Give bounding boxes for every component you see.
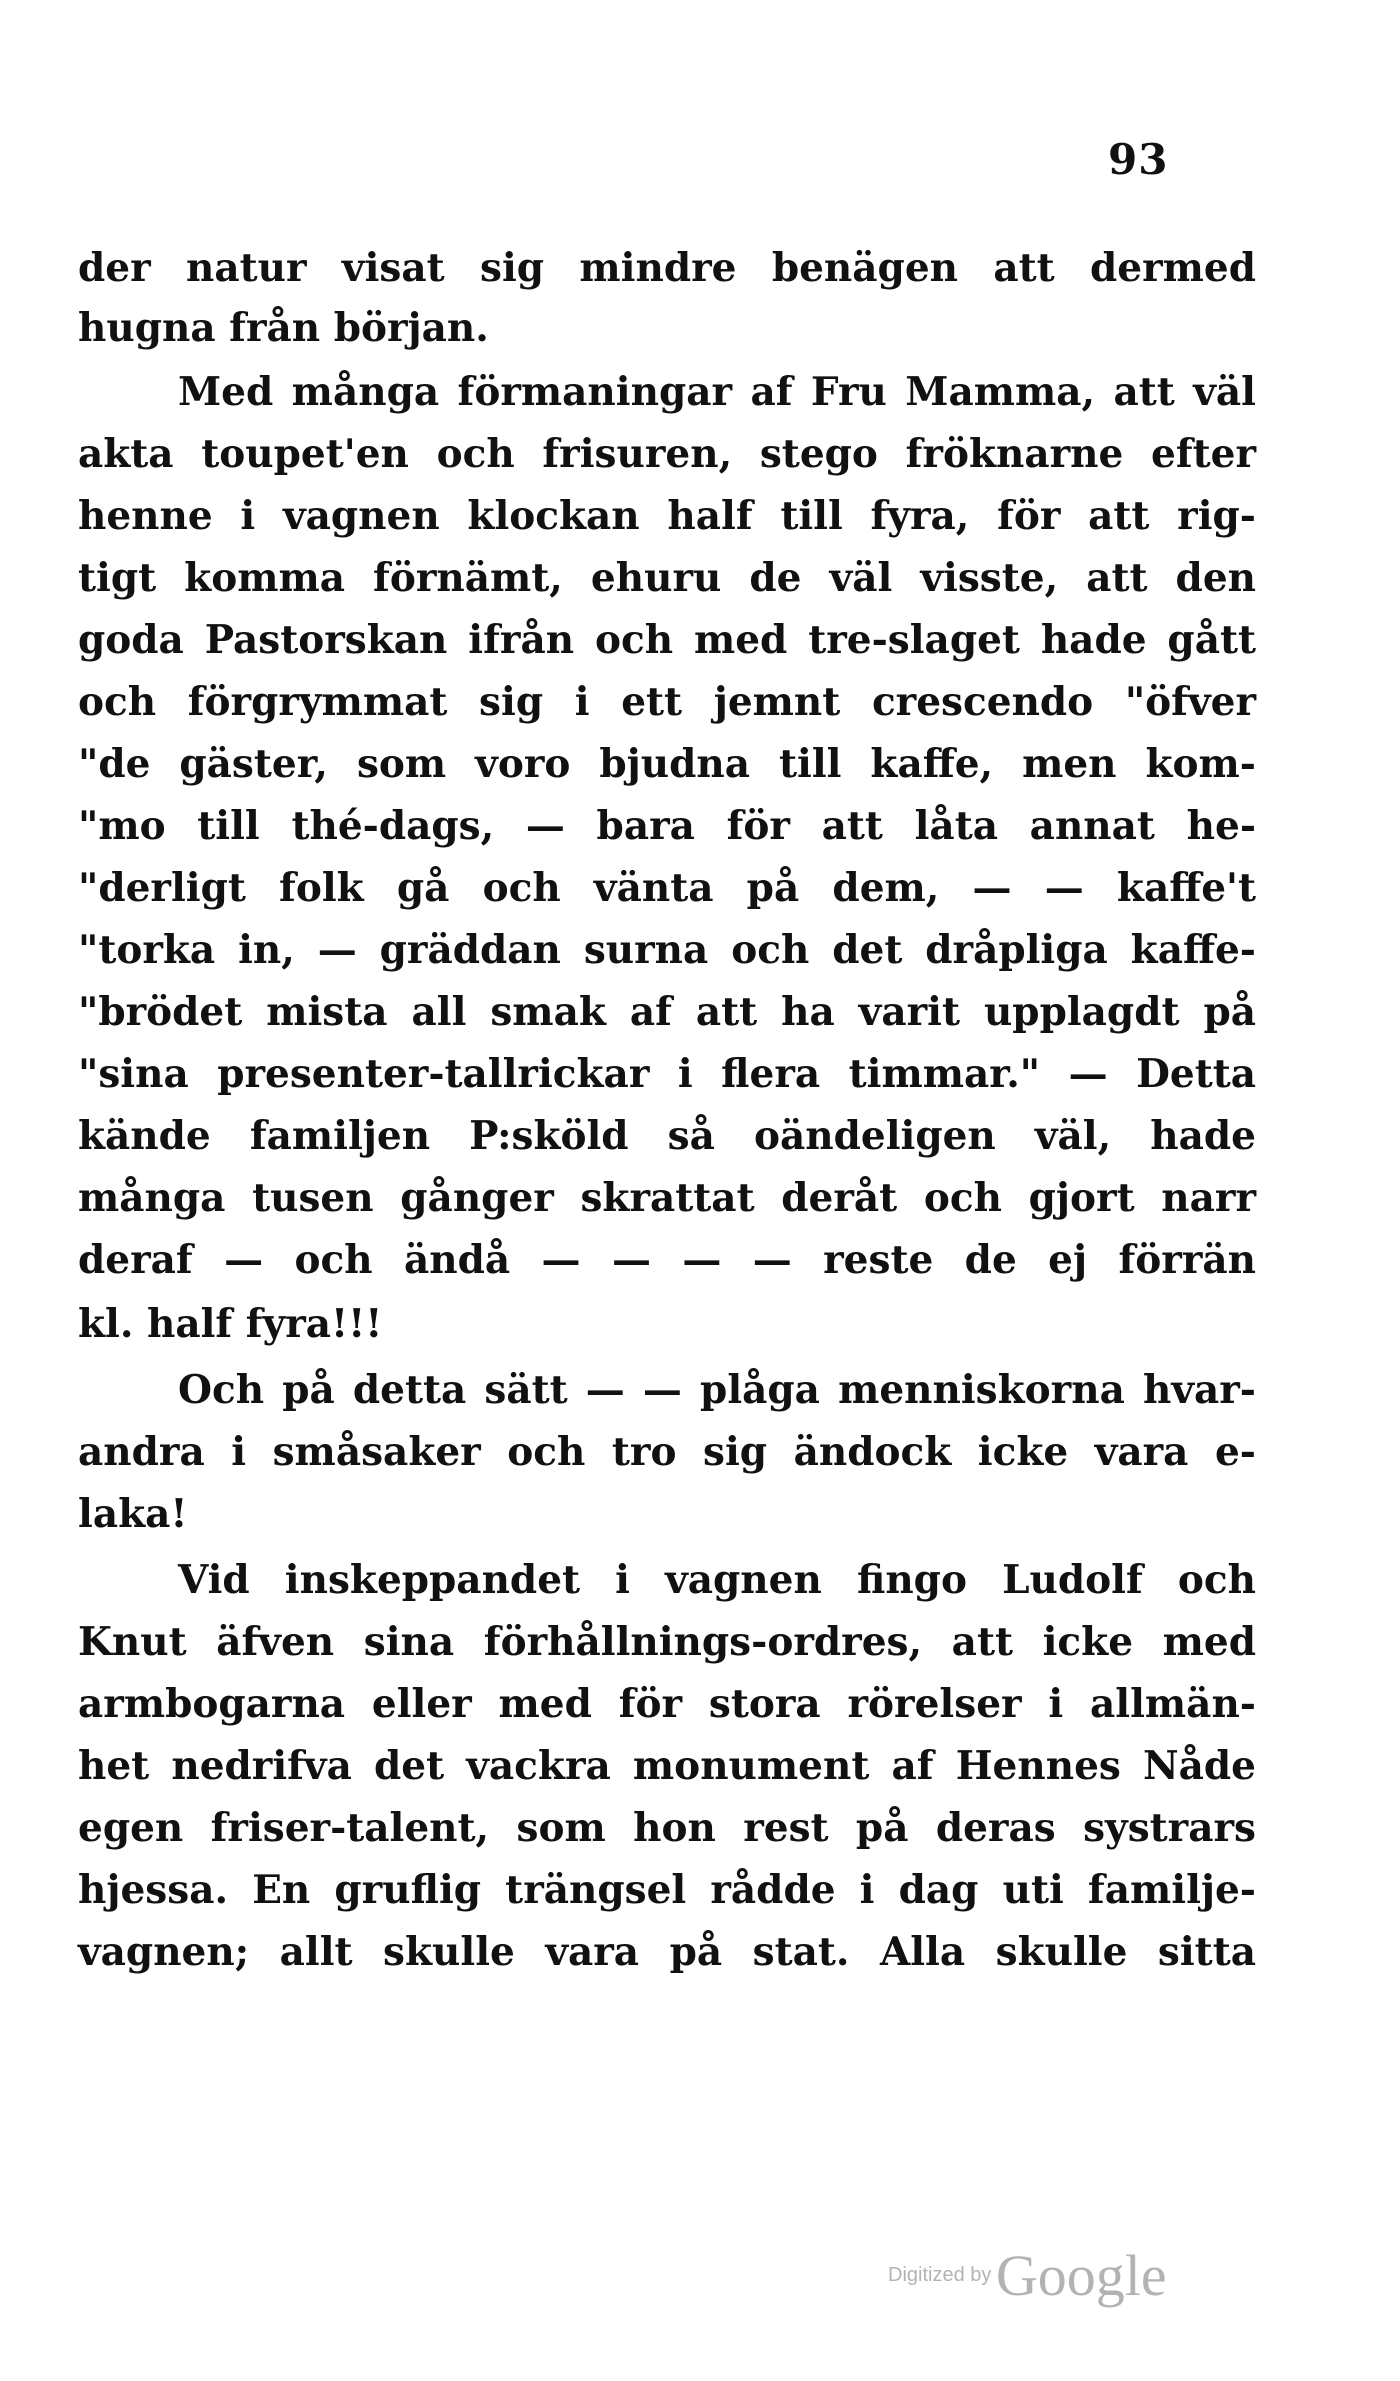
text-line: akta toupet'en och frisuren, stego fröknarne efter (78, 431, 1256, 477)
text-line: "torka in, — gräddan surna och det dråpliga kaffe- (78, 927, 1256, 973)
page-number: 93 (1108, 135, 1169, 184)
text-line: andra i småsaker och tro sig ändock icke vara e- (78, 1429, 1256, 1475)
text-line: egen friser-talent, som hon rest på deras systrars (78, 1805, 1256, 1851)
text-line: många tusen gånger skrattat deråt och gjort narr (78, 1175, 1256, 1221)
text-line: laka! (78, 1491, 188, 1537)
text-line: "sina presenter-tallrickar i flera timmar." — Detta (78, 1051, 1256, 1097)
text-line: henne i vagnen klockan half till fyra, för att rig- (78, 493, 1256, 539)
text-line: "derligt folk gå och vänta på dem, — — kaffe't (78, 865, 1256, 911)
text-line: och förgrymmat sig i ett jemnt crescendo "öfver (78, 679, 1256, 725)
text-line: hugna från början. (78, 305, 489, 351)
text-line: kl. half fyra!!! (78, 1301, 383, 1347)
digitized-by-label: Digitized by (888, 2264, 992, 2286)
text-line: deraf — och ändå — — — — reste de ej förrän (78, 1237, 1256, 1283)
text-line: Med många förmaningar af Fru Mamma, att väl (178, 369, 1256, 415)
text-line: Vid inskeppandet i vagnen fingo Ludolf och (178, 1557, 1256, 1603)
text-line: "brödet mista all smak af att ha varit upplagdt på (78, 989, 1256, 1035)
google-logo: Google (995, 2243, 1167, 2308)
text-line: "de gäster, som voro bjudna till kaffe, men kom- (78, 741, 1256, 787)
text-line: der natur visat sig mindre benägen att dermed (78, 245, 1256, 291)
text-line: "mo till thé-dags, — bara för att låta annat he- (78, 803, 1256, 849)
text-line: Knut äfven sina förhållnings-ordres, att icke med (78, 1619, 1256, 1665)
text-line: Och på detta sätt — — plåga menniskorna hvar- (178, 1367, 1256, 1413)
text-line: kände familjen P:sköld så oändeligen väl, hade (78, 1113, 1256, 1159)
digitization-watermark (888, 2242, 1167, 2309)
text-line: het nedrifva det vackra monument af Hennes Nåde (78, 1743, 1256, 1789)
text-line: goda Pastorskan ifrån och med tre-slaget hade gått (78, 617, 1256, 663)
text-line: armbogarna eller med för stora rörelser i allmän- (78, 1681, 1256, 1727)
text-line: vagnen; allt skulle vara på stat. Alla skulle sitta (78, 1929, 1256, 1975)
text-line: tigt komma förnämt, ehuru de väl visste, att den (78, 555, 1256, 601)
text-line: hjessa. En gruflig trängsel rådde i dag uti familje- (78, 1867, 1256, 1913)
